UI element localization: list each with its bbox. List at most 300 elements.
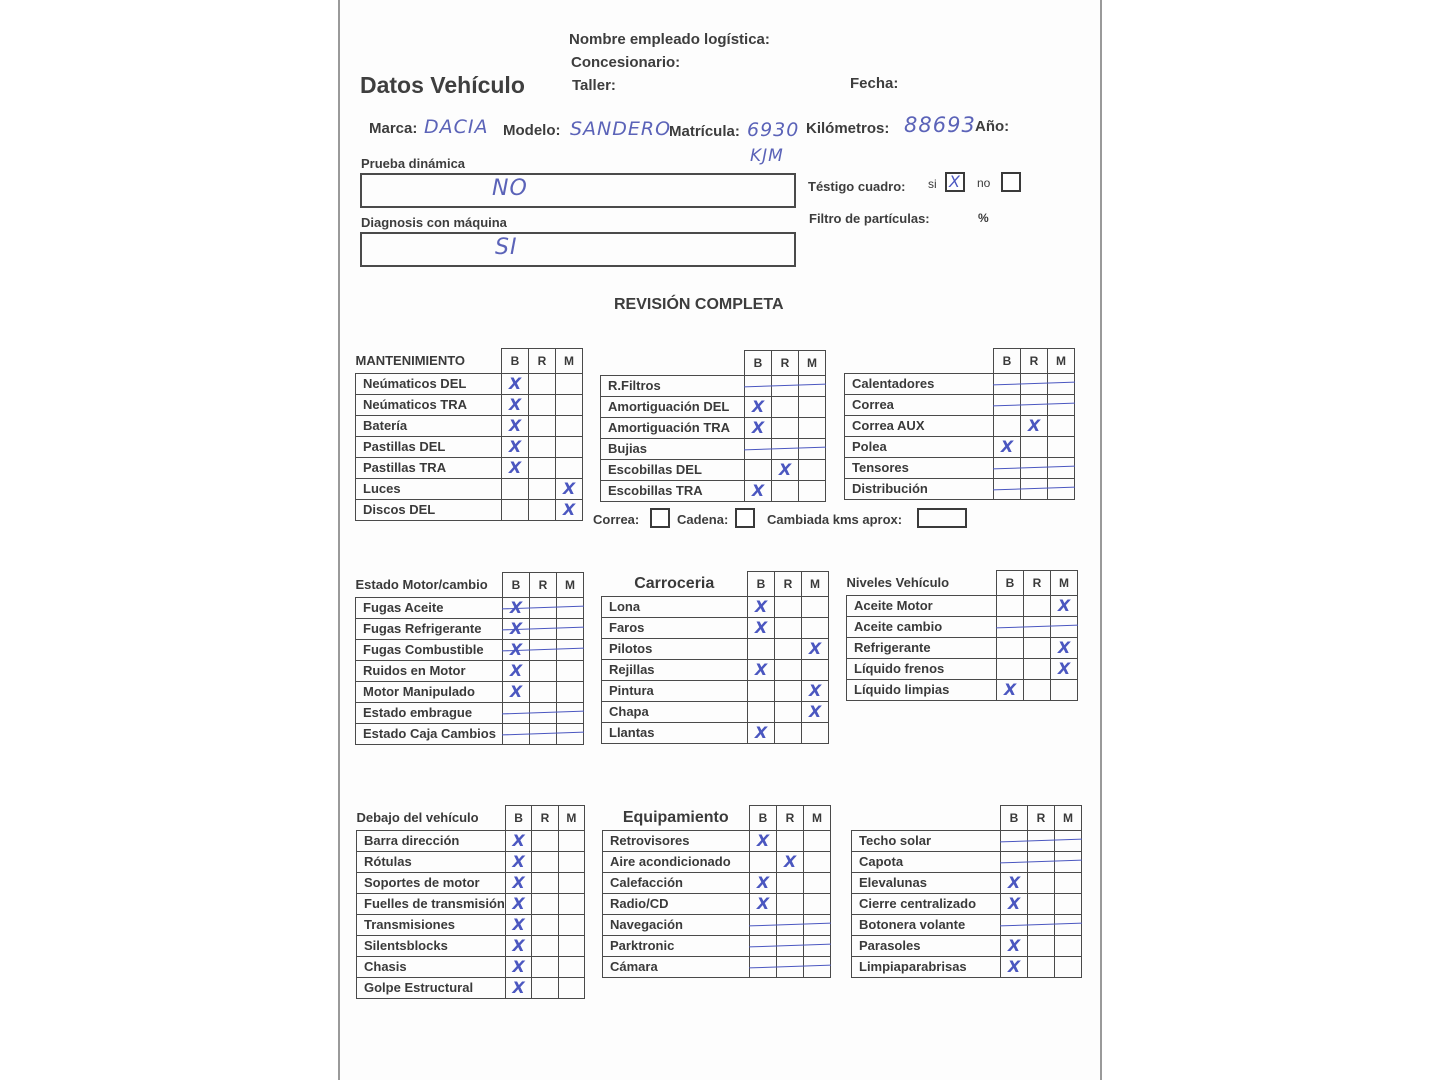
brand-label: Marca: bbox=[369, 120, 418, 137]
check-mark: X bbox=[508, 373, 522, 393]
check-mark: X bbox=[756, 830, 770, 850]
check-mark: X bbox=[1027, 415, 1041, 435]
check-cell-m bbox=[1048, 436, 1075, 457]
check-cell-b bbox=[1001, 872, 1028, 893]
check-cell-b bbox=[997, 595, 1024, 616]
model-label: Modelo: bbox=[503, 122, 561, 139]
table-row bbox=[602, 701, 829, 722]
check-cell-m bbox=[799, 438, 826, 459]
check-cell-r bbox=[1028, 851, 1055, 872]
check-cell-m bbox=[556, 394, 583, 415]
row-label: Calentadores bbox=[845, 373, 994, 394]
workshop-label: Taller: bbox=[572, 77, 616, 94]
check-cell-b bbox=[748, 701, 775, 722]
check-cell-r bbox=[772, 417, 799, 438]
check-cell-m bbox=[1051, 637, 1078, 658]
table-row bbox=[852, 851, 1082, 872]
check-cell-m bbox=[557, 681, 584, 702]
table-row bbox=[601, 438, 826, 459]
row-label: Polea bbox=[845, 436, 994, 457]
table-row bbox=[845, 415, 1075, 436]
row-label: Faros bbox=[602, 617, 748, 638]
check-cell-m bbox=[556, 415, 583, 436]
check-cell-r bbox=[777, 830, 804, 851]
table-row bbox=[357, 956, 585, 977]
table-title bbox=[845, 349, 994, 374]
check-cell-m bbox=[1051, 616, 1078, 637]
check-mark: X bbox=[756, 893, 770, 913]
row-label: R.Filtros bbox=[601, 375, 745, 396]
table-confort bbox=[851, 805, 1082, 978]
row-label: Líquido frenos bbox=[847, 658, 997, 679]
row-label: Lona bbox=[602, 596, 748, 617]
check-mark: X bbox=[509, 681, 523, 701]
column-header-m: M bbox=[557, 573, 584, 598]
row-label: Golpe Estructural bbox=[357, 977, 506, 998]
check-cell-r bbox=[530, 702, 557, 723]
column-header-r: R bbox=[777, 806, 804, 831]
check-cell-m bbox=[802, 617, 829, 638]
table-row bbox=[602, 596, 829, 617]
table-row bbox=[852, 830, 1082, 851]
model-value: SANDERO bbox=[570, 118, 672, 140]
check-cell-r bbox=[529, 373, 556, 394]
check-mark: X bbox=[783, 851, 797, 871]
check-cell-r bbox=[532, 956, 558, 977]
check-cell-b bbox=[997, 658, 1024, 679]
check-mark: X bbox=[751, 396, 765, 416]
table-row bbox=[357, 935, 585, 956]
row-label: Techo solar bbox=[852, 830, 1001, 851]
check-cell-r bbox=[775, 596, 802, 617]
table-row bbox=[356, 394, 583, 415]
table-row bbox=[356, 723, 584, 744]
check-cell-r bbox=[532, 851, 558, 872]
brand-value: DACIA bbox=[424, 116, 489, 138]
check-cell-b bbox=[1001, 956, 1028, 977]
table-row bbox=[601, 480, 826, 501]
column-header-b: B bbox=[745, 351, 772, 376]
table-row bbox=[356, 457, 583, 478]
check-cell-b bbox=[748, 638, 775, 659]
row-label: Aire acondicionado bbox=[603, 851, 750, 872]
table-row bbox=[852, 893, 1082, 914]
check-cell-m bbox=[802, 638, 829, 659]
dynamic-test-label: Prueba dinámica bbox=[361, 156, 466, 171]
row-label: Fugas Aceite bbox=[356, 597, 503, 618]
table-title: MANTENIMIENTO bbox=[355, 353, 466, 368]
check-mark: X bbox=[508, 436, 522, 456]
table-row bbox=[356, 499, 583, 520]
check-cell-b bbox=[502, 478, 529, 499]
check-cell-r bbox=[530, 723, 557, 744]
check-cell-b bbox=[994, 436, 1021, 457]
check-cell-r bbox=[529, 394, 556, 415]
check-cell-r bbox=[529, 499, 556, 520]
row-label: Silentsblocks bbox=[357, 935, 506, 956]
table-row bbox=[845, 436, 1075, 457]
table-row bbox=[852, 914, 1082, 935]
check-mark: X bbox=[1000, 436, 1014, 456]
row-label: Parktronic bbox=[603, 935, 750, 956]
check-cell-b bbox=[748, 680, 775, 701]
check-mark: X bbox=[508, 457, 522, 477]
check-cell-r bbox=[772, 459, 799, 480]
check-cell-r bbox=[777, 893, 804, 914]
check-cell-m bbox=[556, 436, 583, 457]
check-cell-r bbox=[777, 851, 804, 872]
check-cell-r bbox=[532, 872, 558, 893]
check-cell-b bbox=[750, 872, 777, 893]
check-cell-b bbox=[502, 373, 529, 394]
row-label: Botonera volante bbox=[852, 914, 1001, 935]
column-header-r: R bbox=[1024, 571, 1051, 596]
row-label: Rejillas bbox=[602, 659, 748, 680]
check-cell-m bbox=[804, 914, 831, 935]
table-row bbox=[852, 956, 1082, 977]
column-header-b: B bbox=[503, 573, 530, 598]
row-label: Fuelles de transmisión bbox=[357, 893, 506, 914]
column-header-r: R bbox=[1028, 806, 1055, 831]
table-row bbox=[357, 914, 585, 935]
check-cell-m bbox=[1048, 415, 1075, 436]
row-label: Pilotos bbox=[602, 638, 748, 659]
table-row bbox=[357, 851, 585, 872]
no-label: no bbox=[977, 176, 991, 190]
row-label: Líquido limpias bbox=[847, 679, 997, 700]
check-mark: X bbox=[751, 417, 765, 437]
table-motor bbox=[355, 572, 584, 745]
check-cell-m bbox=[799, 417, 826, 438]
table-row bbox=[603, 851, 831, 872]
table-title: Debajo del vehículo bbox=[356, 810, 479, 825]
check-cell-r bbox=[1028, 956, 1055, 977]
check-mark: X bbox=[754, 596, 768, 616]
check-mark: X bbox=[1057, 637, 1071, 657]
check-cell-r bbox=[1024, 595, 1051, 616]
row-label: Rótulas bbox=[357, 851, 506, 872]
row-label: Radio/CD bbox=[603, 893, 750, 914]
row-label: Aceite cambio bbox=[847, 616, 997, 637]
check-cell-m bbox=[556, 373, 583, 394]
check-cell-m bbox=[802, 659, 829, 680]
check-cell-b bbox=[505, 914, 531, 935]
table-row bbox=[845, 394, 1075, 415]
check-cell-b bbox=[505, 956, 531, 977]
check-mark: X bbox=[751, 480, 765, 500]
table-row bbox=[602, 617, 829, 638]
cadena-label: Cadena: bbox=[677, 512, 729, 527]
row-label: Refrigerante bbox=[847, 637, 997, 658]
check-cell-b bbox=[503, 660, 530, 681]
row-label: Soportes de motor bbox=[357, 872, 506, 893]
column-header-r: R bbox=[1021, 349, 1048, 374]
check-mark: X bbox=[754, 722, 768, 742]
check-cell-r bbox=[532, 830, 558, 851]
check-mark: X bbox=[512, 956, 525, 976]
check-cell-r bbox=[530, 660, 557, 681]
table-title: Niveles Vehículo bbox=[846, 575, 950, 590]
row-label: Elevalunas bbox=[852, 872, 1001, 893]
check-cell-m bbox=[1048, 394, 1075, 415]
check-cell-b bbox=[997, 637, 1024, 658]
check-mark: X bbox=[562, 499, 576, 519]
table-equipamiento bbox=[602, 805, 831, 978]
check-cell-m bbox=[556, 499, 583, 520]
column-header-m: M bbox=[1051, 571, 1078, 596]
check-cell-b bbox=[505, 830, 531, 851]
table-distribucion bbox=[844, 348, 1075, 500]
check-cell-r bbox=[1028, 830, 1055, 851]
check-cell-m bbox=[804, 851, 831, 872]
check-cell-b bbox=[502, 394, 529, 415]
table-row bbox=[601, 375, 826, 396]
table-debajo bbox=[356, 805, 585, 999]
km-value: 88693 bbox=[904, 113, 976, 137]
check-mark: X bbox=[509, 639, 523, 659]
row-label: Estado embrague bbox=[356, 702, 503, 723]
row-label: Tensores bbox=[845, 457, 994, 478]
check-cell-b bbox=[748, 617, 775, 638]
check-cell-m bbox=[1055, 956, 1082, 977]
cadena-checkbox bbox=[735, 508, 755, 528]
check-cell-m bbox=[557, 723, 584, 744]
check-cell-b bbox=[502, 436, 529, 457]
check-cell-b bbox=[745, 396, 772, 417]
column-header-r: R bbox=[529, 349, 556, 374]
row-label: Pastillas DEL bbox=[356, 436, 502, 457]
check-cell-r bbox=[777, 914, 804, 935]
table-row bbox=[852, 872, 1082, 893]
yes-check-mark: X bbox=[949, 172, 960, 191]
check-cell-r bbox=[532, 977, 558, 998]
row-label: Correa AUX bbox=[845, 415, 994, 436]
row-label: Fugas Refrigerante bbox=[356, 618, 503, 639]
row-label: Parasoles bbox=[852, 935, 1001, 956]
check-mark: X bbox=[1007, 872, 1021, 892]
table-row bbox=[601, 417, 826, 438]
table-carroceria bbox=[601, 571, 829, 744]
column-header-b: B bbox=[1001, 806, 1028, 831]
no-checkbox bbox=[1001, 172, 1021, 192]
table-row bbox=[601, 459, 826, 480]
check-mark: X bbox=[1057, 658, 1071, 678]
correa-checkbox bbox=[650, 508, 670, 528]
row-label: Luces bbox=[356, 478, 502, 499]
check-cell-b bbox=[502, 499, 529, 520]
column-header-m: M bbox=[558, 806, 584, 831]
check-cell-m bbox=[802, 722, 829, 743]
dynamic-test-box bbox=[360, 173, 796, 208]
table-row bbox=[603, 935, 831, 956]
check-mark: X bbox=[512, 851, 525, 871]
table-row bbox=[602, 722, 829, 743]
check-mark: X bbox=[1057, 595, 1071, 615]
yes-checkbox bbox=[945, 172, 965, 192]
check-mark: X bbox=[512, 872, 525, 892]
row-label: Amortiguación TRA bbox=[601, 417, 745, 438]
diagnosis-label: Diagnosis con máquina bbox=[361, 215, 507, 230]
check-cell-m bbox=[1055, 914, 1082, 935]
dealer-label: Concesionario: bbox=[571, 54, 681, 71]
year-label: Año: bbox=[975, 118, 1010, 135]
particle-filter-label: Filtro de partículas: bbox=[809, 211, 930, 226]
check-cell-m bbox=[799, 480, 826, 501]
column-header-m: M bbox=[804, 806, 831, 831]
check-mark: X bbox=[754, 617, 768, 637]
check-cell-r bbox=[530, 681, 557, 702]
check-cell-r bbox=[529, 436, 556, 457]
check-cell-b bbox=[1001, 935, 1028, 956]
check-cell-m bbox=[557, 618, 584, 639]
check-cell-m bbox=[802, 701, 829, 722]
check-cell-m bbox=[558, 893, 584, 914]
table-row bbox=[602, 680, 829, 701]
table-row bbox=[357, 893, 585, 914]
check-mark: X bbox=[509, 660, 523, 680]
check-cell-r bbox=[1021, 436, 1048, 457]
correa-label: Correa: bbox=[593, 512, 640, 527]
check-cell-m bbox=[1051, 595, 1078, 616]
warning-light-label: Téstigo cuadro: bbox=[808, 179, 906, 194]
check-cell-r bbox=[775, 638, 802, 659]
check-mark: X bbox=[508, 415, 522, 435]
diagnosis-value: SI bbox=[495, 235, 518, 260]
column-header-b: B bbox=[502, 349, 529, 374]
check-cell-m bbox=[558, 935, 584, 956]
column-header-b: B bbox=[994, 349, 1021, 374]
check-mark: X bbox=[756, 872, 770, 892]
row-label: Ruidos en Motor bbox=[356, 660, 503, 681]
check-cell-b bbox=[505, 851, 531, 872]
table-title: Estado Motor/cambio bbox=[355, 577, 488, 592]
table-niveles bbox=[846, 570, 1078, 701]
plate-value-2: KJM bbox=[750, 146, 784, 166]
check-cell-m bbox=[556, 478, 583, 499]
check-cell-b bbox=[745, 480, 772, 501]
check-cell-b bbox=[994, 415, 1021, 436]
row-label: Chasis bbox=[357, 956, 506, 977]
check-cell-r bbox=[529, 457, 556, 478]
check-cell-b bbox=[748, 596, 775, 617]
check-cell-b bbox=[745, 459, 772, 480]
table-row bbox=[845, 457, 1075, 478]
table-row bbox=[603, 872, 831, 893]
check-cell-r bbox=[1024, 637, 1051, 658]
check-mark: X bbox=[778, 459, 792, 479]
table-row bbox=[845, 478, 1075, 499]
check-cell-r bbox=[532, 914, 558, 935]
check-cell-r bbox=[530, 639, 557, 660]
table-row bbox=[603, 830, 831, 851]
column-header-m: M bbox=[1055, 806, 1082, 831]
row-label: Transmisiones bbox=[357, 914, 506, 935]
table-row bbox=[356, 660, 584, 681]
row-label: Discos DEL bbox=[356, 499, 502, 520]
check-cell-b bbox=[750, 851, 777, 872]
check-cell-r bbox=[777, 956, 804, 977]
yes-label: si bbox=[928, 177, 937, 191]
row-label: Amortiguación DEL bbox=[601, 396, 745, 417]
check-mark: X bbox=[562, 478, 576, 498]
check-cell-r bbox=[532, 893, 558, 914]
table-row bbox=[603, 914, 831, 935]
table-row bbox=[356, 702, 584, 723]
table-row bbox=[852, 935, 1082, 956]
check-mark: X bbox=[509, 618, 523, 638]
check-cell-r bbox=[1021, 373, 1048, 394]
plate-value: 6930 bbox=[747, 119, 800, 141]
check-cell-r bbox=[1028, 935, 1055, 956]
check-cell-b bbox=[745, 417, 772, 438]
check-cell-m bbox=[799, 459, 826, 480]
check-cell-m bbox=[556, 457, 583, 478]
check-cell-b bbox=[505, 935, 531, 956]
check-mark: X bbox=[512, 935, 525, 955]
check-cell-r bbox=[529, 478, 556, 499]
table-row bbox=[356, 478, 583, 499]
column-header-r: R bbox=[530, 573, 557, 598]
check-cell-m bbox=[1055, 872, 1082, 893]
row-label: Estado Caja Cambios bbox=[356, 723, 503, 744]
check-cell-m bbox=[1055, 893, 1082, 914]
table-row bbox=[356, 597, 584, 618]
check-cell-m bbox=[557, 639, 584, 660]
table-row bbox=[602, 638, 829, 659]
check-cell-m bbox=[804, 893, 831, 914]
row-label: Motor Manipulado bbox=[356, 681, 503, 702]
check-cell-m bbox=[1051, 679, 1078, 700]
check-cell-m bbox=[802, 680, 829, 701]
check-cell-r bbox=[775, 701, 802, 722]
check-cell-r bbox=[1021, 457, 1048, 478]
row-label: Batería bbox=[356, 415, 502, 436]
check-cell-r bbox=[775, 617, 802, 638]
table-title bbox=[601, 351, 745, 376]
table-row bbox=[356, 618, 584, 639]
row-label: Bujias bbox=[601, 438, 745, 459]
row-label: Correa bbox=[845, 394, 994, 415]
table-title bbox=[852, 806, 1001, 831]
check-cell-r bbox=[775, 680, 802, 701]
employee-label: Nombre empleado logística: bbox=[569, 31, 770, 48]
row-label: Navegación bbox=[603, 914, 750, 935]
column-header-m: M bbox=[1048, 349, 1075, 374]
check-mark: X bbox=[512, 914, 525, 934]
row-label: Capota bbox=[852, 851, 1001, 872]
check-cell-m bbox=[1055, 830, 1082, 851]
check-cell-m bbox=[804, 830, 831, 851]
check-cell-b bbox=[503, 681, 530, 702]
table-row bbox=[356, 639, 584, 660]
table-mantenimiento bbox=[355, 348, 583, 521]
check-cell-m bbox=[558, 851, 584, 872]
check-cell-r bbox=[1024, 616, 1051, 637]
check-cell-m bbox=[558, 830, 584, 851]
check-cell-m bbox=[1051, 658, 1078, 679]
check-cell-m bbox=[799, 375, 826, 396]
check-cell-b bbox=[997, 679, 1024, 700]
check-cell-r bbox=[1028, 893, 1055, 914]
check-cell-b bbox=[505, 977, 531, 998]
check-cell-m bbox=[804, 956, 831, 977]
check-cell-m bbox=[1055, 851, 1082, 872]
row-label: Chapa bbox=[602, 701, 748, 722]
check-cell-m bbox=[558, 872, 584, 893]
table-title: Equipamiento bbox=[622, 808, 729, 826]
row-label: Cámara bbox=[603, 956, 750, 977]
check-cell-r bbox=[1021, 394, 1048, 415]
